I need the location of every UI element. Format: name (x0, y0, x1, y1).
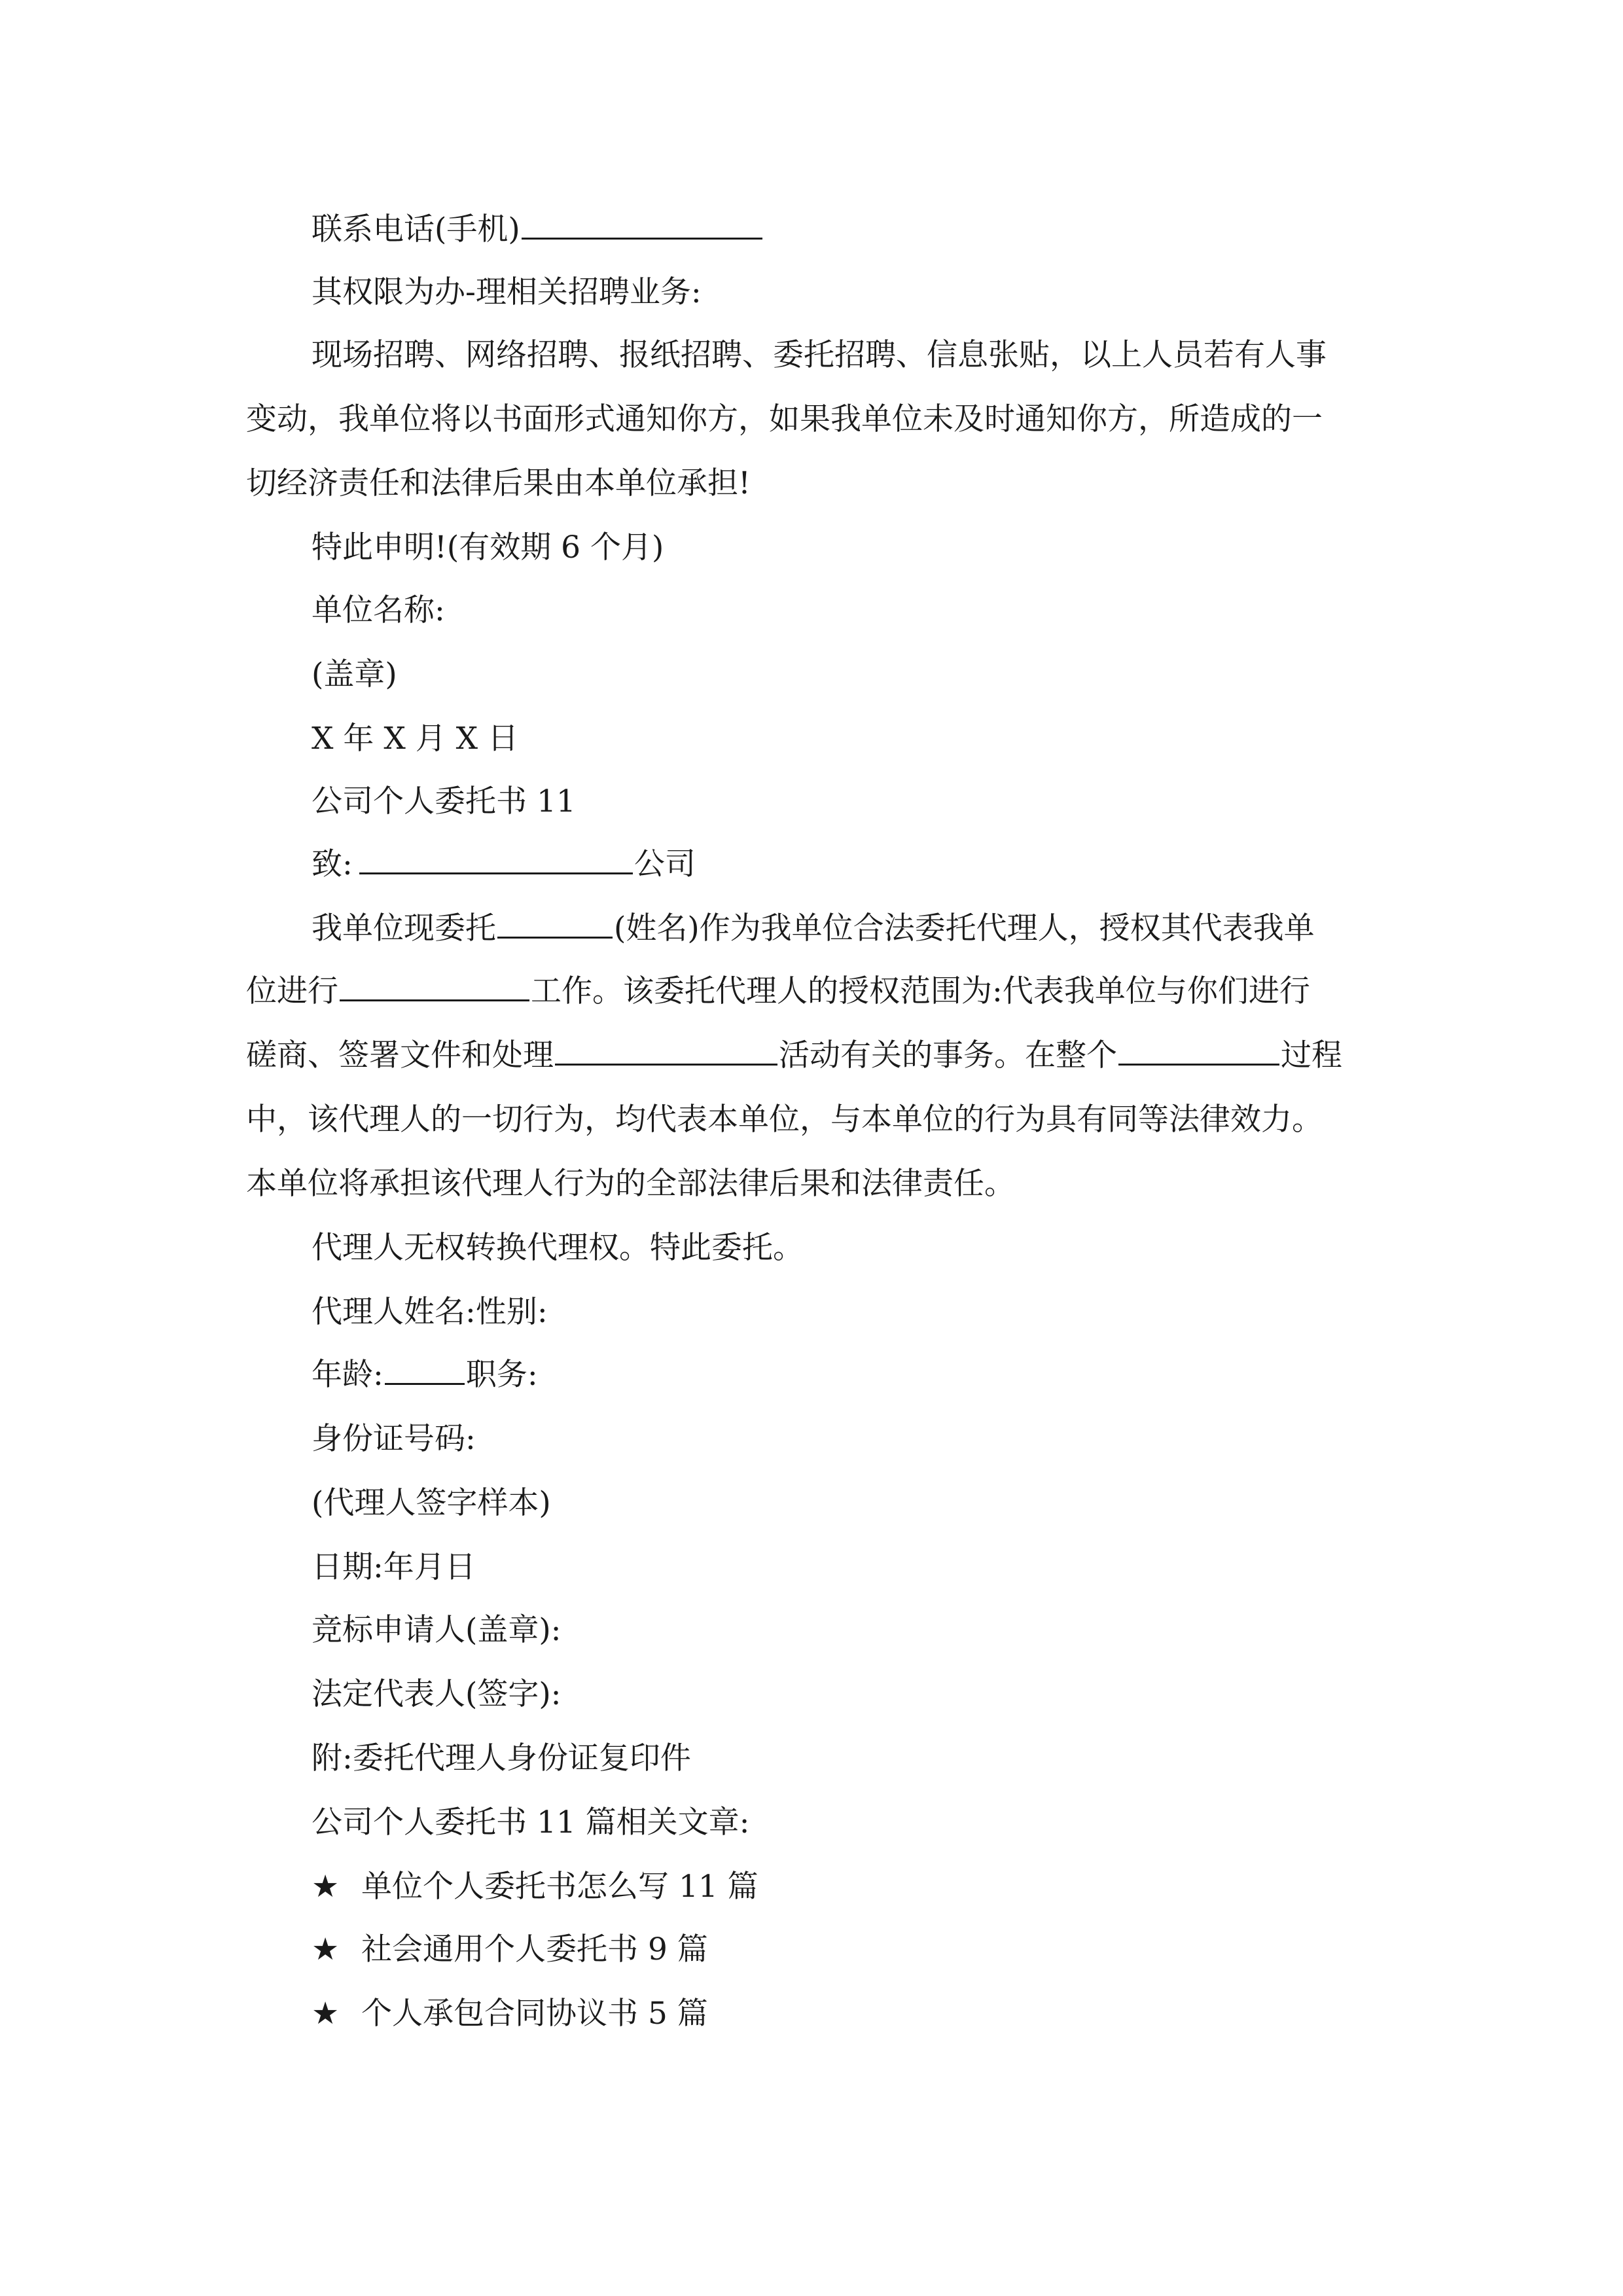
date-line: X 年 X 月 X 日 (312, 721, 519, 757)
related-article-link[interactable] (312, 1918, 708, 1982)
age-blank (385, 1357, 465, 1385)
text-segment: 位进行 (246, 973, 338, 1009)
signature-sample-line: (代理人签字样本) (312, 1485, 551, 1521)
age-line (312, 1343, 538, 1407)
addressee-suffix: 公司 (633, 846, 696, 882)
bidder-line: 竞标申请人(盖章): (312, 1612, 562, 1648)
phone-blank (522, 211, 762, 240)
star-icon: ★ (312, 1996, 340, 2032)
text-segment: 活动有关的事务。在整个 (779, 1037, 1117, 1073)
company-blank (359, 846, 633, 874)
addressee-label: 致: (312, 846, 353, 882)
id-number-line: 身份证号码: (312, 1421, 476, 1457)
paragraph-line (246, 960, 1310, 1024)
position-label: 职务: (465, 1357, 538, 1393)
related-article-title[interactable]: 单位个人委托书怎么写 11 篇 (361, 1869, 758, 1905)
agent-name-line: 代理人姓名:性别: (312, 1294, 548, 1330)
process-blank (1118, 1037, 1279, 1066)
work-blank (340, 973, 529, 1001)
related-article-link[interactable] (312, 1982, 708, 2046)
paragraph-line (246, 1024, 1342, 1088)
seal-line: (盖章) (312, 656, 397, 692)
declaration-line: 特此申明!(有效期 6 个月) (312, 529, 664, 565)
paragraph-line: 代理人无权转换代理权。特此委托。 (312, 1230, 804, 1266)
text-segment: 过程 (1281, 1037, 1342, 1073)
addressee-line (312, 833, 696, 897)
paragraph-line: 切经济责任和法律后果由本单位承担! (246, 465, 751, 501)
star-icon: ★ (312, 1869, 340, 1905)
related-articles-heading: 公司个人委托书 11 篇相关文章: (312, 1804, 750, 1840)
paragraph-line: 现场招聘、网络招聘、报纸招聘、委托招聘、信息张贴，以上人员若有人事 (312, 337, 1327, 373)
related-article-link[interactable] (312, 1855, 758, 1919)
date-line: 日期:年月日 (312, 1549, 476, 1585)
text-segment: 工作。该委托代理人的授权范围为:代表我单位与你们进行 (531, 973, 1310, 1009)
related-article-title[interactable]: 社会通用个人委托书 9 篇 (361, 1931, 708, 1967)
age-label: 年龄: (312, 1357, 383, 1393)
related-article-title[interactable]: 个人承包合同协议书 5 篇 (361, 1996, 708, 2032)
phone-line (312, 198, 764, 262)
text-segment: 磋商、签署文件和处理 (246, 1037, 554, 1073)
text-segment: 我单位现委托 (312, 910, 496, 946)
unit-name-line: 单位名称: (312, 592, 445, 628)
paragraph-line: 本单位将承担该代理人行为的全部法律后果和法律责任。 (246, 1166, 1015, 1202)
paragraph-line (312, 897, 1315, 961)
paragraph-line: 中，该代理人的一切行为，均代表本单位，与本单位的行为具有同等法律效力。 (246, 1102, 1323, 1138)
attachment-line: 附:委托代理人身份证复印件 (312, 1740, 691, 1776)
legal-rep-line: 法定代表人(签字): (312, 1676, 562, 1712)
section-title: 公司个人委托书 11 (312, 783, 576, 819)
phone-label: 联系电话(手机) (312, 211, 520, 247)
star-icon: ★ (312, 1931, 340, 1967)
authority-scope-line: 其权限为办-理相关招聘业务: (312, 274, 702, 310)
text-segment: (姓名)作为我单位合法委托代理人，授权其代表我单 (614, 910, 1315, 946)
name-blank (497, 910, 613, 939)
paragraph-line: 变动，我单位将以书面形式通知你方，如果我单位未及时通知你方，所造成的一 (246, 401, 1323, 437)
activity-blank (555, 1037, 777, 1066)
